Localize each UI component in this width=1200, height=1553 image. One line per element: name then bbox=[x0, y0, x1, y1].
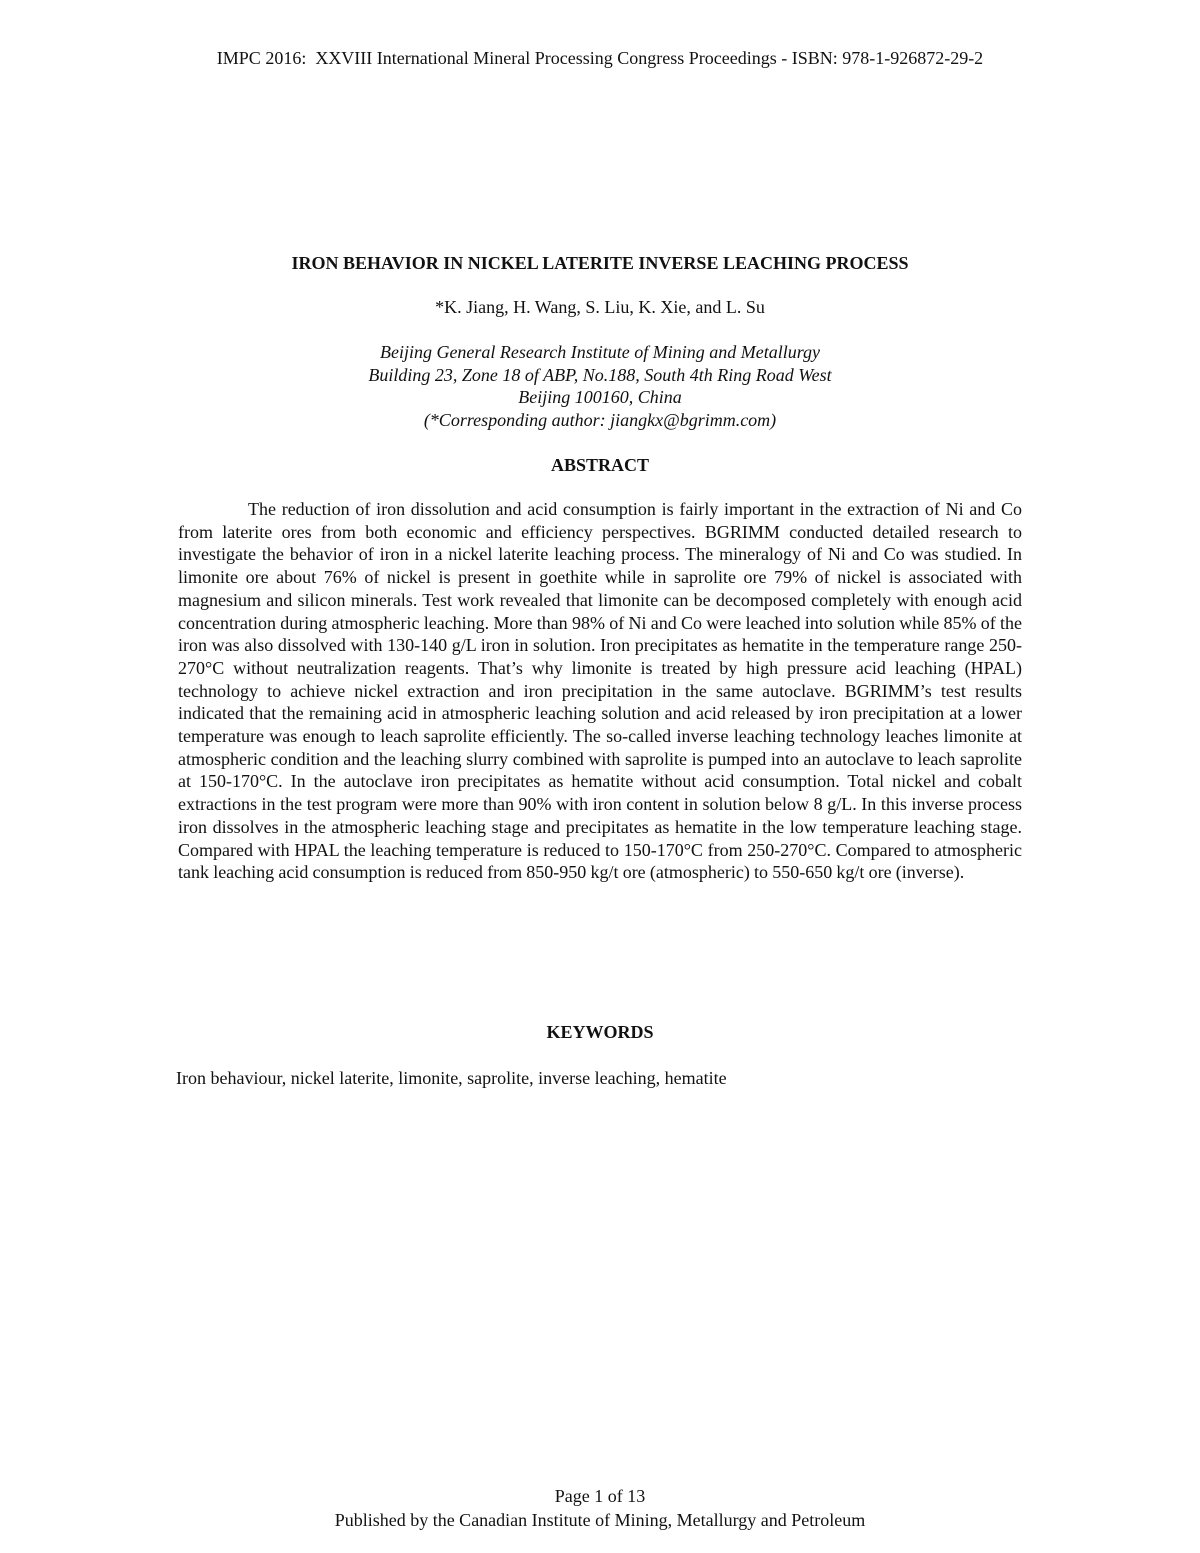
author-list: *K. Jiang, H. Wang, S. Liu, K. Xie, and L. Su bbox=[435, 297, 765, 317]
affiliation-city: Beijing 100160, China bbox=[518, 387, 682, 407]
affiliation-institution: Beijing General Research Institute of Mining and Metallurgy bbox=[379, 342, 821, 362]
paper-title: IRON BEHAVIOR IN NICKEL LATERITE INVERSE LEACHING PROCESS bbox=[291, 253, 909, 273]
publisher-line: Published by the Canadian Institute of Mining, Metallurgy and Petroleum bbox=[334, 1510, 866, 1530]
keywords-heading: KEYWORDS bbox=[546, 1022, 654, 1042]
corresponding-author: (*Corresponding author: jiangkx@bgrimm.com) bbox=[423, 409, 777, 430]
abstract-heading: ABSTRACT bbox=[550, 455, 650, 475]
page-footer bbox=[0, 1484, 1200, 1532]
abstract-text: The reduction of iron dissolution and acid consumption is fairly important in the extraction of Ni and Co from laterite ores from both economic and efficiency perspectives. BGRIMM conducted detailed research to investigate the behavior of iron in a nickel laterite leaching process. The mineralogy of Ni and Co was studied. In limonite ore about 76% of nickel is present in goethite while in saprolite ore 79% of nickel is associated with magnesium and silicon minerals. Test work revealed that limonite can be decomposed completely with enough acid concentration during atmospheric leaching. More than 98% of Ni and Co were leached into solution while 85% of the iron was also dissolved with 130-140 g/L iron in solution. Iron precipitates as hematite in the temperature range 250-270°C without neutralization reagents. That’s why limonite is treated by high pressure acid leaching (HPAL) technology to achieve nickel extraction and iron precipitation in the same autoclave. BGRIMM’s test results indicated that the remaining acid in atmospheric leaching solution and acid released by iron precipitation at a lower temperature was enough to leach saprolite efficiently. The so-called inverse leaching technology leaches limonite at atmospheric condition and the leaching slurry combined with saprolite is pumped into an autoclave to leach saprolite at 150-170°C. In the autoclave iron precipitates as hematite without acid consumption. Total nickel and cobalt extractions in the test program were more than 90% with iron content in solution below 8 g/L. In this inverse process iron dissolves in the atmospheric leaching stage and precipitates as hematite in the low temperature leaching stage. Compared with HPAL the leaching temperature is reduced to 150-170°C from 250-270°C. Compared to atmospheric tank leaching acid consumption is reduced from 850-950 kg/t ore (atmospheric) to 550-650 kg/t ore (inverse). bbox=[178, 499, 1022, 883]
affiliation-address: Building 23, Zone 18 of ABP, No.188, South 4th Ring Road West bbox=[368, 364, 832, 385]
keywords-text: Iron behaviour, nickel laterite, limonite, saprolite, inverse leaching, hematite bbox=[176, 1068, 727, 1088]
page-number: Page 1 of 13 bbox=[554, 1486, 646, 1506]
running-header: IMPC 2016: XXVIII International Mineral Processing Congress Proceedings - ISBN: 978-1-926872-29-2 bbox=[216, 48, 984, 68]
affiliation-block bbox=[0, 341, 1200, 431]
